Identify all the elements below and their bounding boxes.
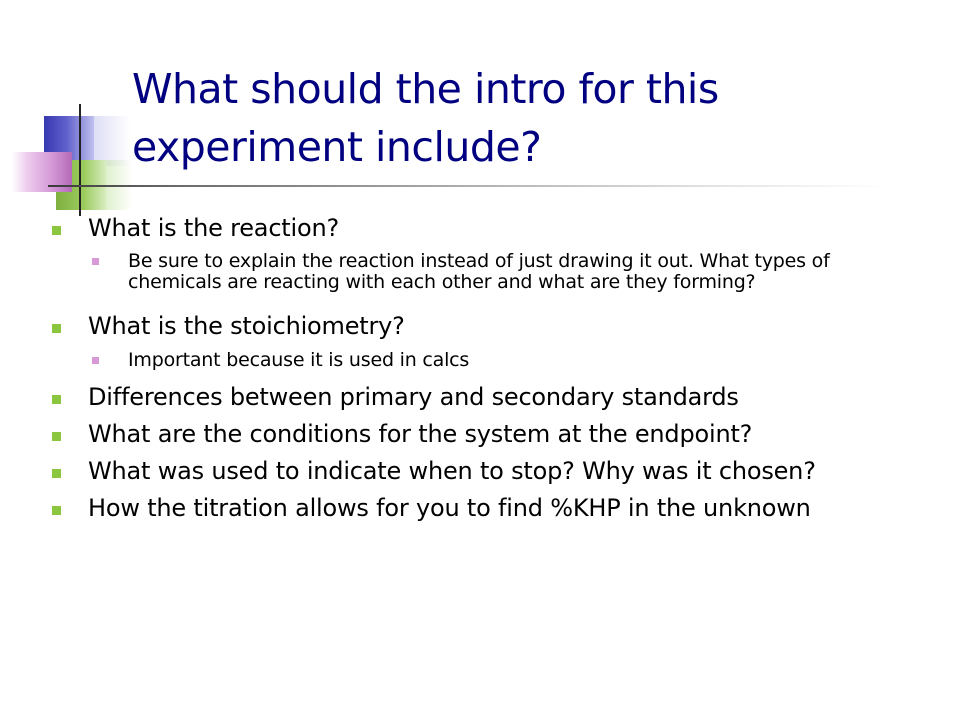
title-underline-rule (48, 185, 888, 187)
square-bullet-icon (52, 432, 61, 441)
sub-bullet-item (88, 251, 928, 293)
square-bullet-icon (52, 324, 61, 333)
vertical-rule-decoration (79, 104, 81, 216)
square-sub-bullet-icon (92, 258, 99, 265)
sub-bullet-text: Important because it is used in calcs (128, 349, 470, 371)
square-bullet-icon (52, 506, 61, 515)
bullet-text: What is the stoichiometry? (88, 312, 405, 340)
sub-bullet-item (88, 350, 928, 371)
bullet-text: How the titration allows for you to find %KHP in the unknown (88, 494, 811, 522)
bullet-text: What are the conditions for the system at the endpoint? (88, 420, 753, 448)
blue-square-fade-decoration (94, 116, 130, 166)
square-bullet-icon (52, 226, 61, 235)
square-bullet-icon (52, 469, 61, 478)
bullet-list (48, 214, 928, 531)
corner-decoration (0, 0, 140, 230)
bullet-text: What was used to indicate when to stop? Why was it chosen? (88, 457, 816, 485)
square-sub-bullet-icon (92, 357, 99, 364)
bullet-item-standards (48, 383, 928, 411)
bullet-text: Differences between primary and secondary standards (88, 383, 739, 411)
bullet-item-titration (48, 494, 928, 522)
bullet-item-endpoint (48, 420, 928, 448)
sub-bullet-list (88, 251, 928, 293)
slide-title: What should the intro for this experiment include? (132, 65, 719, 171)
bullet-item-reaction (48, 214, 928, 293)
square-bullet-icon (52, 395, 61, 404)
bullet-item-stoichiometry (48, 312, 928, 371)
bullet-item-indicator (48, 457, 928, 485)
bullet-text: What is the reaction? (88, 214, 340, 242)
sub-bullet-list (88, 350, 928, 371)
sub-bullet-text: Be sure to explain the reaction instead of just drawing it out. What types of chemicals are reacting with each other and what are they forming? (128, 250, 830, 293)
